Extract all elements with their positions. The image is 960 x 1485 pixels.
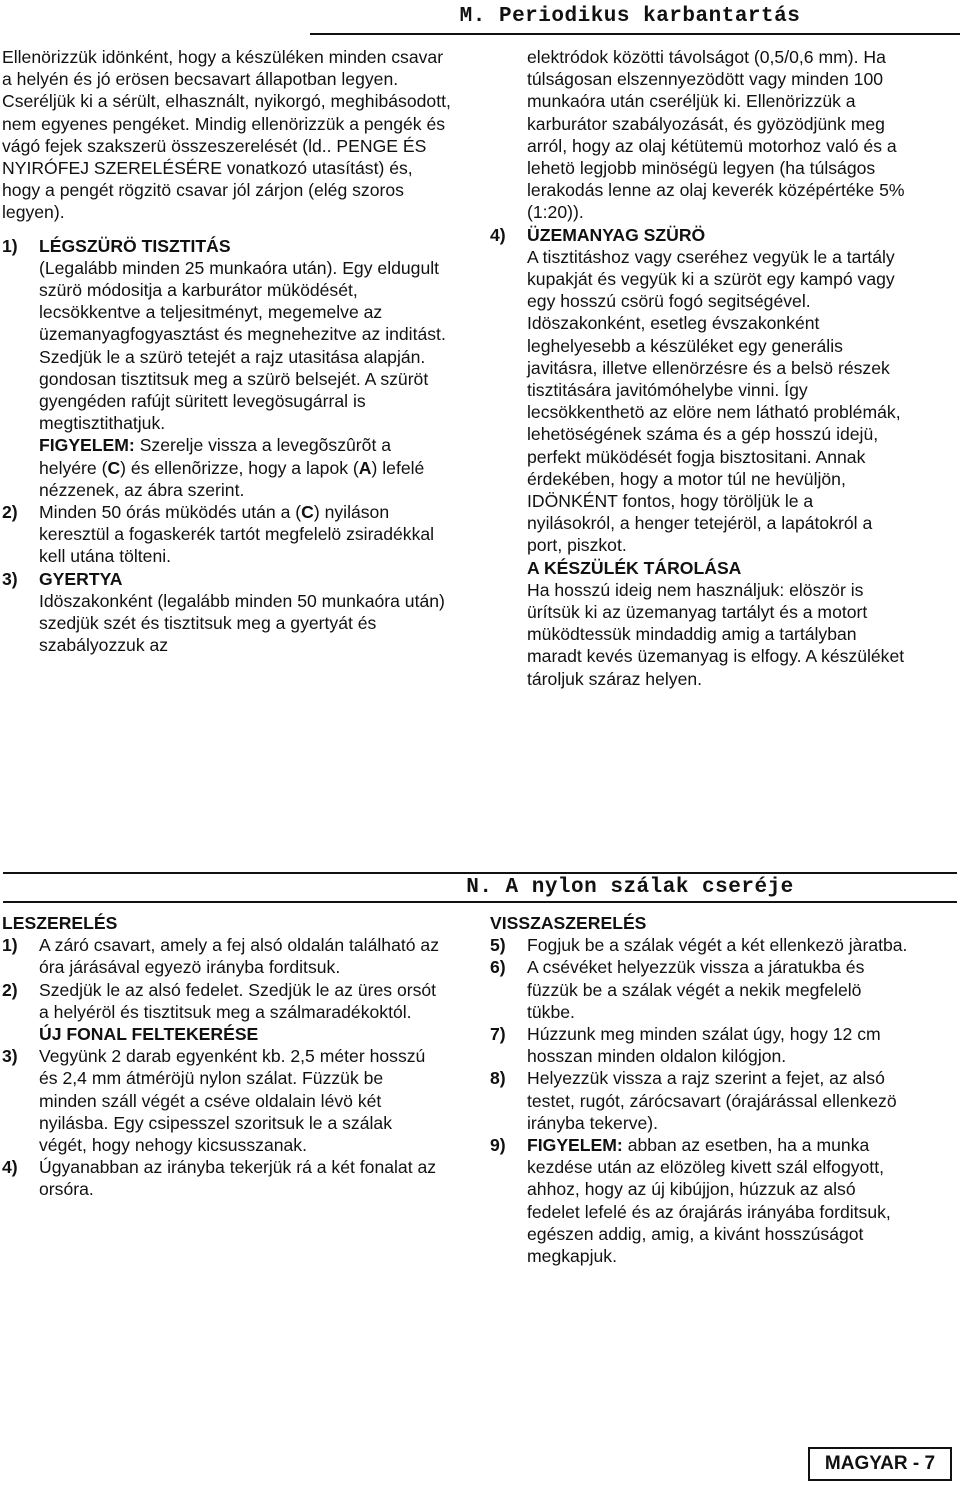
item-1-warning-text-b: ) és ellenõrizze, hogy a lapok ( [120,457,359,478]
item-1-heading: LÉGSZÜRÖ TISZTITÁS [39,235,231,256]
section-n-right-column [490,912,910,1267]
removal-step-2-text: Szedjük le az alsó fedelet. Szedjük le az üres orsót a helyéröl és tisztitsuk meg a szálmaradékoktól. [39,979,437,1022]
item-3 [2,568,452,657]
reassembly-heading: VISSZASZERELÉS [490,913,647,933]
reassembly-step-9-number: 9) [490,1135,506,1156]
removal-step-1-number: 1) [2,935,18,956]
winding-step-4-number: 4) [2,1157,18,1178]
reassembly-step-5-number: 5) [490,935,506,956]
item-3-number: 3) [2,568,18,589]
reassembly-step-9-body: abban az esetben, ha a munka kezdése után az elözöleg kivett szál elfogyott, ahhoz, hogy az új kibújjon, húzzuk az alsó fedelet lefelé és az órajárás irányába forditsuk, egészen addig, amig, a kivánt hosszúságot megkapjuk. [527,1135,891,1267]
item-2-text [39,501,452,568]
storage-text: Ha hosszú ideig nem használjuk: elöször is ürítsük ki az üzemanyag tartályt és a motort müködtessük mindaddig amig a tartályban maradt kevés üzemanyag is elfogy. A készüléket tároljuk száraz helyen. [527,579,905,689]
section-n-title: N. A nylon szálak cseréje [466,876,794,899]
section-m-intro: Ellenörizzük idönként, hogy a készüléken minden csavar a helyén és jó erösen becsavart állapotban legyen. Cseréljük ki a sérült, elhasznált, nyikorgó, meghibásodott, nem egyenes pengéket. Mindig ellenörizzük a pengék és vágó fejek szakszerü összeszerelését (ld.. PENGE ÉS NYIRÓFEJ SZERELÉSÉRE vonatkozó utasítást) és, hogy a pengét rögzitö csavar jól zárjon (elég szoros legyen). [2,47,451,223]
item-1-warning [39,434,452,501]
item-1-warning-c: C [107,457,121,478]
item-2-text-b: ) nyiláson keresztül a fogaskerék tartót megfelelö zsiradékkal kell utána tölteni. [39,502,435,567]
winding-step-4 [2,1156,442,1200]
item-1-warning-a: A [358,457,372,478]
item-2 [2,501,452,568]
reassembly-step-6-number: 6) [490,957,506,978]
item-1-warning-label: FIGYELEM: [39,435,135,456]
winding-step-3-text: Vegyünk 2 darab egyenként kb. 2,5 méter hosszú és 2,4 mm átméröjü nylon szálat. Füzzük be minden száll végét a cséve oldalain lévö két nyilásba. Egy csipesszel szoritsuk le a szálak végét, hogy nehogy kicsusszanak. [39,1046,426,1156]
item-3-continuation: elektródok közötti távolságot (0,5/0,6 mm). Ha túlságosan elszennyezödött vagy minden 100 munkaóra után cseréljük ki. Ellenörizzük a karburátor szabályozását, és gyözödjünk meg arról, hogy az olaj kétütemü motorhoz való és a lehetö legjobb minöségü legyen (ha túlságos lerakodás lenne az olaj keverék középértéke 5% (1:20)). [527,47,905,223]
removal-step-2-number: 2) [2,979,18,1000]
reassembly-step-7-text: Húzzunk meg minden szálat úgy, hogy 12 cm hosszan minden oldalon kilógjon. [527,1024,881,1067]
item-4-heading: ÜZEMANYAG SZÜRÖ [527,224,706,245]
item-4-text: A tisztitáshoz vagy cseréhez vegyük le a tartály kupakját és vegyük ki a szüröt egy kampó vagy egy hosszú csörü fogó segitségével. Idöszakonként, esetleg évszakonként leghelyesebb a készüléket egy generális javitásra, illetve ellenörzésre és a belsö részek tisztitására javitómóhelybe vinni. Így lecsökkenthetö az elöre nem látható problémák, lehetöségének száma és a gép hosszú idejü, perfekt müködését fogja bisztositani. Annak érdekében, hogy a motor túl ne hevüljön, IDÖNKÉNT fontos, hogy töröljük le a nyilásokról, a henger tetejéröl, a lapátokról a port, piszkot. [527,246,901,556]
item-4 [490,224,905,690]
item-2-text-a: Minden 50 órás müködés után a ( [39,502,302,523]
reassembly-step-6 [490,956,910,1023]
section-n-rule-bottom [3,901,957,903]
section-m-rule [310,33,960,35]
item-1 [2,235,452,501]
item-2-c: C [301,502,314,523]
removal-step-2 [2,979,442,1023]
reassembly-step-9-label: FIGYELEM: [527,1135,623,1156]
reassembly-step-9 [490,1134,910,1267]
removal-step-1-text: A záró csavart, amely a fej alsó oldalán található az óra járásával egyezö irányba forditsuk. [39,935,439,978]
item-4-number: 4) [490,224,506,245]
reassembly-step-8-text: Helyezzük vissza a rajz szerint a fejet, az alsó testet, rugót, zárócsavart (órajárással ellenkezö irányba tekerve). [527,1068,897,1133]
removal-heading: LESZERELÉS [2,913,118,933]
reassembly-step-9-text [527,1134,910,1267]
reassembly-step-5 [490,934,910,956]
section-n-header [0,872,960,907]
reassembly-step-6-text: A csévéket helyezzük vissza a járatukba és füzzük be a szálak végét a nekik megfelelö tükbe. [527,957,865,1022]
reassembly-step-7-number: 7) [490,1024,506,1045]
storage-heading: A KÉSZÜLÉK TÁROLÁSA [527,557,742,578]
page-number-badge [808,1447,952,1481]
new-line-heading: ÚJ FONAL FELTEKERÉSE [39,1024,259,1045]
section-m-header [0,0,960,35]
page-number-label: MAGYAR - 7 [824,1453,936,1474]
winding-step-3-number: 3) [2,1046,18,1067]
winding-step-4-text: Úgyanabban az irányba tekerjük rá a két fonalat az orsóra. [39,1157,437,1200]
item-2-number: 2) [2,502,18,523]
reassembly-step-5-text: Fogjuk be a szálak végét a két ellenkezö jàratba. [527,935,908,956]
section-m-left-column [2,46,452,656]
item-1-number: 1) [2,235,18,256]
reassembly-step-8 [490,1067,910,1134]
section-n-rule-top [3,872,957,874]
item-1-warning-text-a: Szerelje vissza a levegõszûrõt a helyére ( [39,435,392,478]
item-3-text: Idöszakonként (legalább minden 50 munkaóra után) szedjük szét és tisztitsuk meg a gyertyát és szabályozzuk az [39,590,445,656]
section-n-left-column [2,912,442,1201]
section-m-title: M. Periodikus karbantartás [459,5,801,28]
item-1-text: (Legalább minden 25 munkaóra után). Egy eldugult szürö módositja a karburátor müködését, lecsökkentve a teljesitményt, megemelve az üzemanyagfogyasztást és megnehezitve az inditást. Szedjük le a szürö tetejét a rajz utasitása alapján. gondosan tisztitsuk meg a szürö belsejét. A szüröt gyengéden rafújt süritett levegösugárral is megtisztithatjuk. [39,257,446,434]
removal-step-1 [2,934,442,978]
item-1-warning-text-c: ) lefelé nézzenek, az ábra szerint. [39,457,425,500]
winding-step-3 [2,1045,442,1156]
reassembly-step-8-number: 8) [490,1068,506,1089]
item-3-heading: GYERTYA [39,568,123,589]
reassembly-step-7 [490,1023,910,1067]
section-m-right-column [490,46,905,690]
